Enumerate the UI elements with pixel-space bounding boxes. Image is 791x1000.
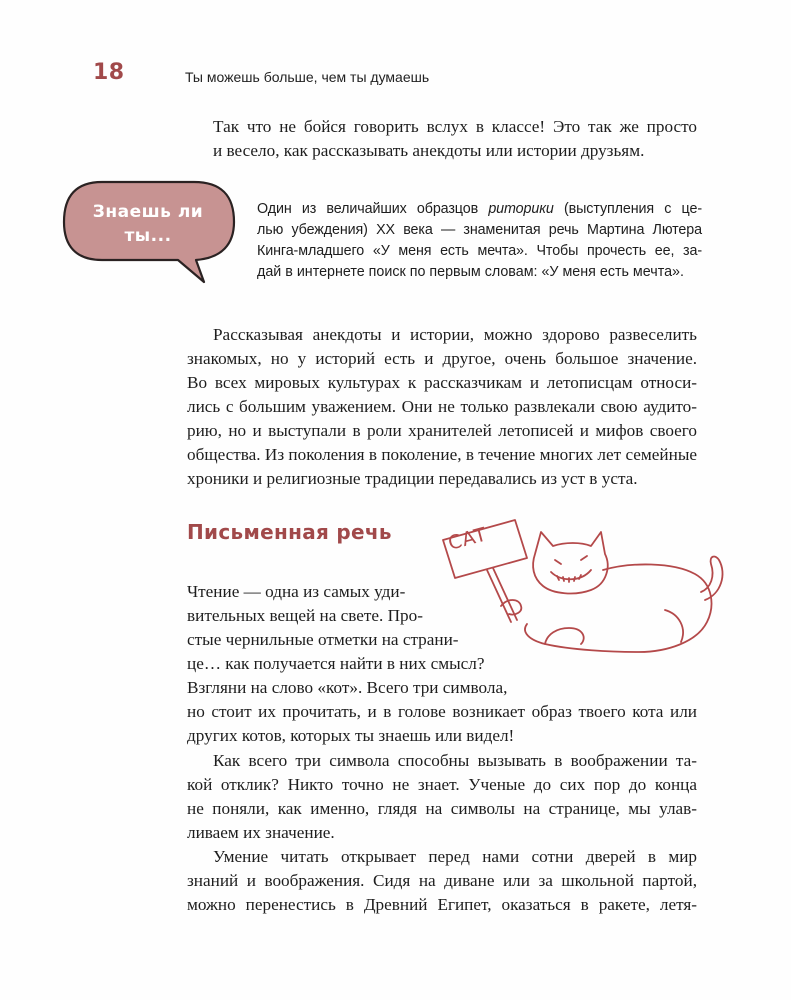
doors-paragraph bbox=[187, 845, 697, 917]
mystery-paragraph bbox=[187, 749, 697, 845]
story-line: Рассказывая анекдоты и истории, можно здорово развеселить bbox=[213, 325, 697, 344]
cat-eye bbox=[555, 560, 561, 564]
running-title: Ты можешь больше, чем ты думаешь bbox=[185, 69, 430, 85]
doors-line: знаний и воображения. Сидя на диване или за школьной партой, bbox=[187, 871, 697, 890]
fact-text-part: Один из величайших образцов bbox=[257, 201, 489, 217]
term-rhetoric: риторики bbox=[488, 201, 554, 217]
reading-line: но стоит их прочитать, и в голове возникает образ твоего кота или bbox=[187, 702, 697, 721]
fact-text-part: (выступления с це- bbox=[553, 201, 702, 217]
section-title: Письменная речь bbox=[187, 520, 392, 544]
story-line: рию, но и выступали в роли хранителей летописей и мифов своего bbox=[187, 421, 697, 440]
reading-line: Взгляни на слово «кот». Всего три символа, bbox=[187, 678, 508, 697]
did-you-know-text bbox=[257, 199, 702, 283]
reading-line: вительных вещей на свете. Про- bbox=[187, 606, 423, 625]
mystery-line: Как всего три символа способны вызывать в воображении та- bbox=[213, 751, 697, 770]
fact-line: дай в интернете поиск по первым словам: «У меня есть мечта». bbox=[257, 264, 684, 280]
story-line: Во всех мировых культурах к рассказчикам и летописцам относи- bbox=[187, 373, 697, 392]
cat-eye bbox=[581, 556, 587, 560]
fact-line: Кинга-младшего «У меня есть мечта». Чтобы прочесть ее, за- bbox=[257, 243, 702, 259]
story-line: хроники и религиозные традиции передавались из уст в уста. bbox=[187, 469, 638, 488]
reading-line: це… как получается найти в них смысл? bbox=[187, 654, 485, 673]
story-line: лись с большим уважением. Они не только развлекали свою аудито- bbox=[187, 397, 697, 416]
doors-line: Умение читать открывает перед нами сотни дверей в мир bbox=[213, 847, 697, 866]
story-line: общества. Из поколения в поколение, в течение многих лет семейные bbox=[187, 445, 697, 464]
storytelling-paragraph bbox=[187, 323, 697, 491]
mystery-line: не поняли, как именно, глядя на символы на странице, мы улав- bbox=[187, 799, 697, 818]
mystery-line: ливаем их значение. bbox=[187, 823, 335, 842]
intro-paragraph bbox=[187, 115, 697, 163]
reading-line: стые чернильные отметки на страни- bbox=[187, 630, 459, 649]
intro-line: Так что не бойся говорить вслух в классе! Это так же просто bbox=[213, 117, 697, 136]
reading-line: других котов, которых ты знаешь или видел! bbox=[187, 726, 515, 745]
intro-line: и весело, как рассказывать анекдоты или истории друзьям. bbox=[213, 141, 645, 160]
did-you-know-bubble bbox=[62, 178, 242, 288]
fact-line: лью убеждения) XX века — знаменитая речь Мартина Лютера bbox=[257, 222, 702, 238]
doors-line: можно перенестись в Древний Египет, оказаться в ракете, летя- bbox=[187, 895, 697, 914]
page-number: 18 bbox=[93, 60, 125, 85]
bubble-heading bbox=[62, 200, 234, 248]
reading-line: Чтение — одна из самых уди- bbox=[187, 582, 406, 601]
cat-tail bbox=[701, 557, 723, 600]
bubble-line: ты... bbox=[124, 226, 172, 246]
sign-text: CAT bbox=[445, 523, 490, 555]
story-line: знакомых, но у историй есть и другое, очень большое значение. bbox=[187, 349, 697, 368]
mystery-line: кой отклик? Никто точно не знает. Ученые до сих пор до конца bbox=[187, 775, 697, 794]
fact-line bbox=[257, 199, 702, 220]
reading-paragraph bbox=[187, 580, 697, 748]
bubble-line: Знаешь ли bbox=[92, 202, 204, 222]
